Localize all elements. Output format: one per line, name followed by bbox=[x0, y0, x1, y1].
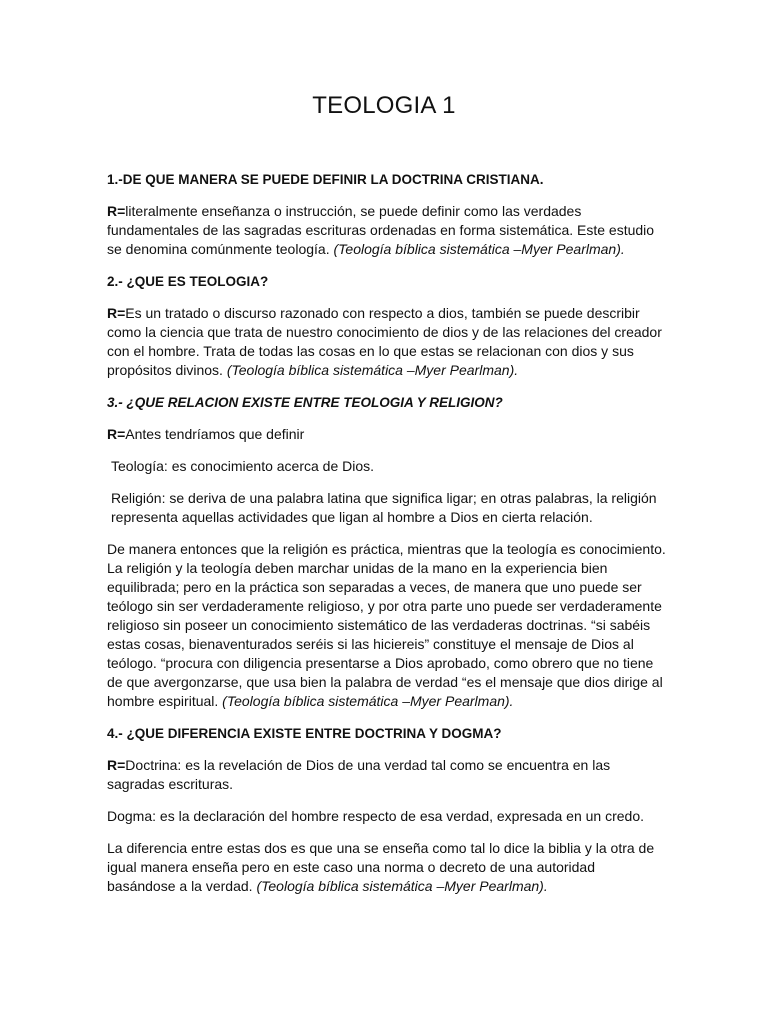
answer-1-text: literalmente enseñanza o instrucción, se puede definir como las verdades fundamentales de las sagradas escrituras ordenadas en forma sistemática. Este estudio se denomina comúnmente teología. bbox=[107, 203, 655, 257]
citation: (Teología bíblica sistemática –Myer Pearlman). bbox=[226, 362, 519, 378]
definition-doctrina: Doctrina: es la revelación de Dios de una verdad tal como se encuentra en las sagradas escrituras. bbox=[107, 757, 611, 792]
answer-3-intro bbox=[107, 425, 667, 444]
question-2: 2.- ¿QUE ES TEOLOGIA? bbox=[107, 274, 269, 289]
page-title: TEOLOGIA 1 bbox=[312, 92, 456, 119]
answer-2-text: Es un tratado o discurso razonado con respecto a dios, también se puede describir como la ciencia que trata de nuestro conocimiento de dios y de las relaciones del creador con el hombre. Trata de todas las cosas en lo que estas se relacionan con dios y sus propósitos divinos. bbox=[107, 305, 662, 378]
question-4: 4.- ¿QUE DIFERENCIA EXISTE ENTRE DOCTRINA Y DOGMA? bbox=[107, 726, 502, 741]
answer-2 bbox=[107, 304, 667, 380]
definition-religion: Religión: se deriva de una palabra latina que significa ligar; en otras palabras, la religión representa aquellas actividades que ligan al hombre a Dios en cierta relación. bbox=[111, 490, 657, 525]
citation: (Teología bíblica sistemática –Myer Pearlman). bbox=[256, 878, 548, 894]
definition-dogma: Dogma: es la declaración del hombre respecto de esa verdad, expresada en un credo. bbox=[107, 808, 644, 824]
answer-4-difference-text: La diferencia entre estas dos es que una se enseña como tal lo dice la biblia y la otra de igual manera enseña pero en este caso una norma o decreto de una autoridad basándose a la verdad. bbox=[107, 840, 655, 894]
answer-label: R= bbox=[107, 305, 126, 321]
definition-teologia: Teología: es conocimiento acerca de Dios. bbox=[111, 458, 375, 474]
question-1: 1.-DE QUE MANERA SE PUEDE DEFINIR LA DOCTRINA CRISTIANA. bbox=[107, 172, 544, 187]
citation: (Teología bíblica sistemática –Myer Pearlman). bbox=[222, 693, 514, 709]
answer-4-difference bbox=[107, 839, 667, 896]
citation: (Teología bíblica sistemática –Myer Pearlman). bbox=[333, 241, 625, 257]
document-body bbox=[107, 170, 667, 909]
answer-label: R= bbox=[107, 757, 126, 773]
answer-3-conclusion bbox=[107, 540, 667, 711]
answer-3-conclusion-text: De manera entonces que la religión es práctica, mientras que la teología es conocimiento. La religión y la teología deben marchar unidas de la mano en la experiencia bien equilibrada; pero en la práctica son separadas a veces, de manera que uno puede ser teólogo sin ser verdaderamente religioso, y por otra parte uno puede ser verdaderamente religioso sin poseer un conocimiento sistemático de las verdaderas doctrinas. “si sabéis estas cosas, bienaventurados seréis si las hiciereis” constituye el mensaje de Dios al teólogo. “procura con diligencia presentarse a Dios aprobado, como obrero que no tiene de que avergonzarse, que usa bien la palabra de verdad “es el mensaje que dios dirige al hombre espiritual. bbox=[107, 541, 666, 709]
answer-4-doctrina bbox=[107, 756, 667, 794]
question-3: 3.- ¿QUE RELACION EXISTE ENTRE TEOLOGIA Y RELIGION? bbox=[107, 395, 503, 410]
answer-3-intro-text: Antes tendríamos que definir bbox=[125, 426, 305, 442]
answer-label: R= bbox=[107, 426, 126, 442]
answer-1 bbox=[107, 202, 667, 259]
answer-label: R= bbox=[107, 203, 126, 219]
